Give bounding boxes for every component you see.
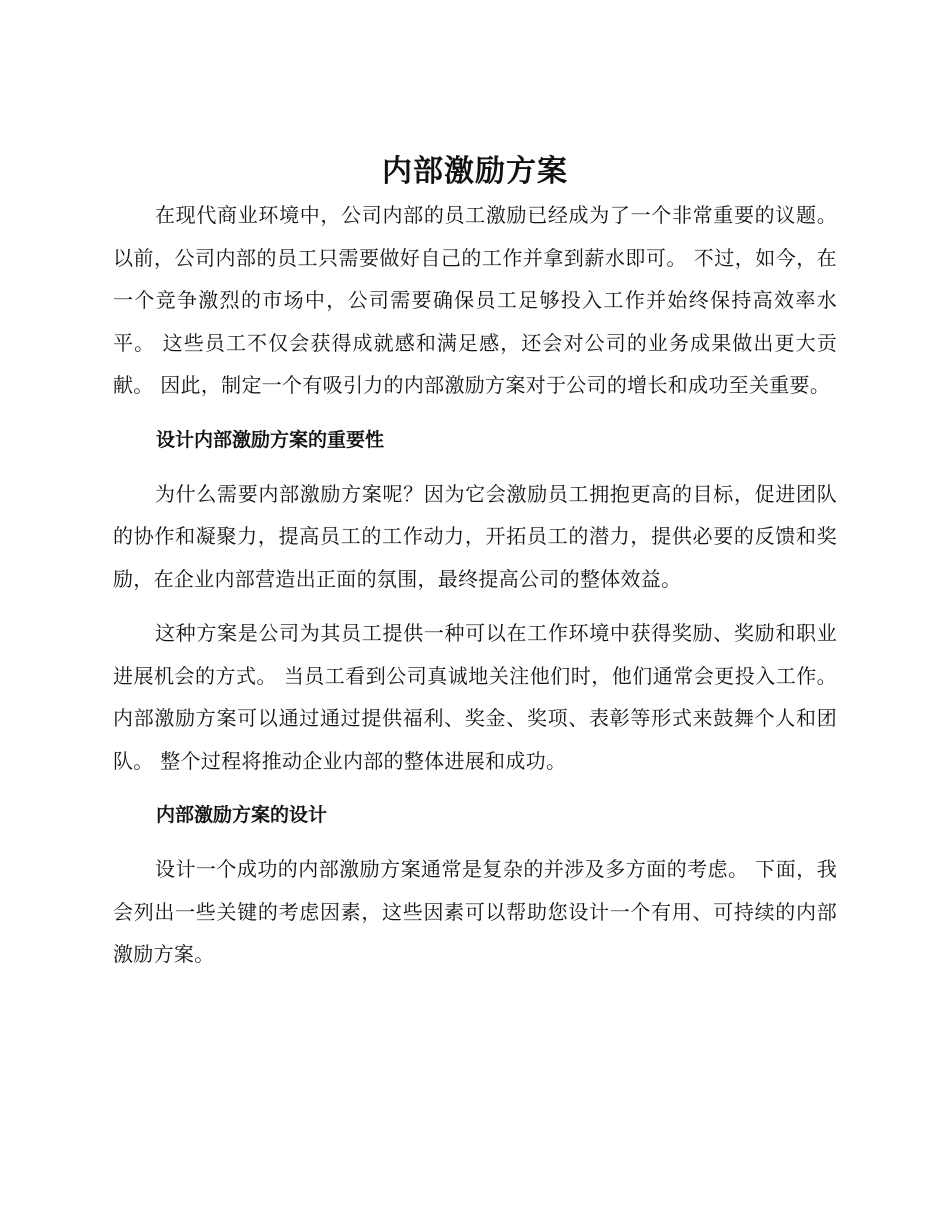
intro-paragraph: 在现代商业环境中，公司内部的员工激励已经成为了一个非常重要的议题。以前，公司内部的员工只需要做好自己的工作并拿到薪水即可。 不过，如今，在一个竞争激烈的市场中，公司需要确保员工足够投入工作并始终保持高效率水平。 这些员工不仅会获得成就感和满足感，还会对公司的业务成果做出更大贡献。 因此，制定一个有吸引力的内部激励方案对于公司的增长和成功至关重要。 <box>113 203 837 397</box>
document-body <box>113 150 837 976</box>
document-title: 内部激励方案 <box>382 154 568 189</box>
design-paragraph: 设计一个成功的内部激励方案通常是复杂的并涉及多方面的考虑。 下面，我会列出一些关键的考虑因素，这些因素可以帮助您设计一个有用、可持续的内部激励方案。 <box>113 857 837 966</box>
importance-paragraph-1: 为什么需要内部激励方案呢？因为它会激励员工拥抱更高的目标，促进团队的协作和凝聚力，提高员工的工作动力，开拓员工的潜力，提供必要的反馈和奖励，在企业内部营造出正面的氛围，最终提高公司的整体效益。 <box>113 481 837 591</box>
importance-paragraph-2: 这种方案是公司为其员工提供一种可以在工作环境中获得奖励、奖励和职业进展机会的方式。 当员工看到公司真诚地关注他们时，他们通常会更投入工作。 内部激励方案可以通过通过提供福利、奖金、奖项、表彰等形式来鼓舞个人和团队。 整个过程将推动企业内部的整体进展和成功。 <box>113 621 837 773</box>
section-heading-design: 内部激励方案的设计 <box>156 804 328 826</box>
section-heading-importance: 设计内部激励方案的重要性 <box>156 428 385 451</box>
